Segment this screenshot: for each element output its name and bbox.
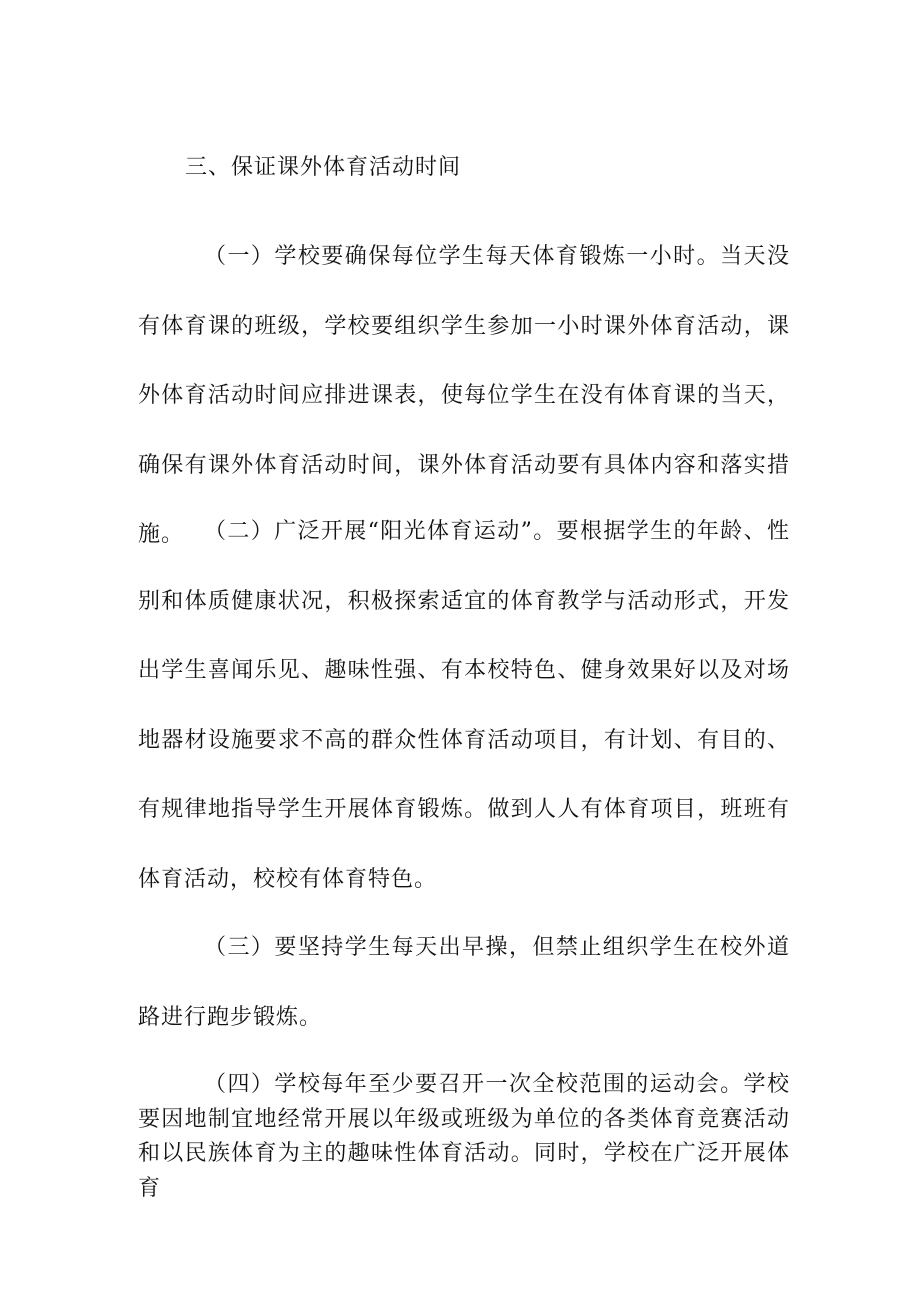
paragraph-4: （四）学校每年至少要召开一次全校范围的运动会。学校要因地制宜地经常开展以年级或班级为单位的各类体育竞赛活动和以民族体育为主的趣味性体育活动。同时，学校在广泛开展体育 <box>138 1072 790 1201</box>
paragraph-3: （三）要坚持学生每天出早操，但禁止组织学生在校外道路进行跑步锻炼。 <box>138 935 790 1030</box>
section-heading: 三、保证课外体育活动时间 <box>185 155 462 180</box>
paragraph-2: （二）广泛开展“阳光体育运动”。要根据学生的年龄、性别和体质健康状况，积极探索适宜的体育教学与活动形式，开发出学生喜闻乐见、趣味性强、有本校特色、健身效果好以及对场地器材设施要求不高的群众性体育活动项目，有计划、有目的、有规律地指导学生开展体育锻炼。做到人人有体育项目，班班有体育活动，校校有体育特色。 <box>138 519 790 892</box>
paragraph-1: （一）学校要确保每位学生每天体育锻炼一小时。当天没有体育课的班级，学校要组织学生参加一小时课外体育活动，课外体育活动时间应排进课表，使每位学生在没有体育课的当天，确保有课外体育活动时间，课外体育活动要有具体内容和落实措施。 <box>138 244 790 547</box>
